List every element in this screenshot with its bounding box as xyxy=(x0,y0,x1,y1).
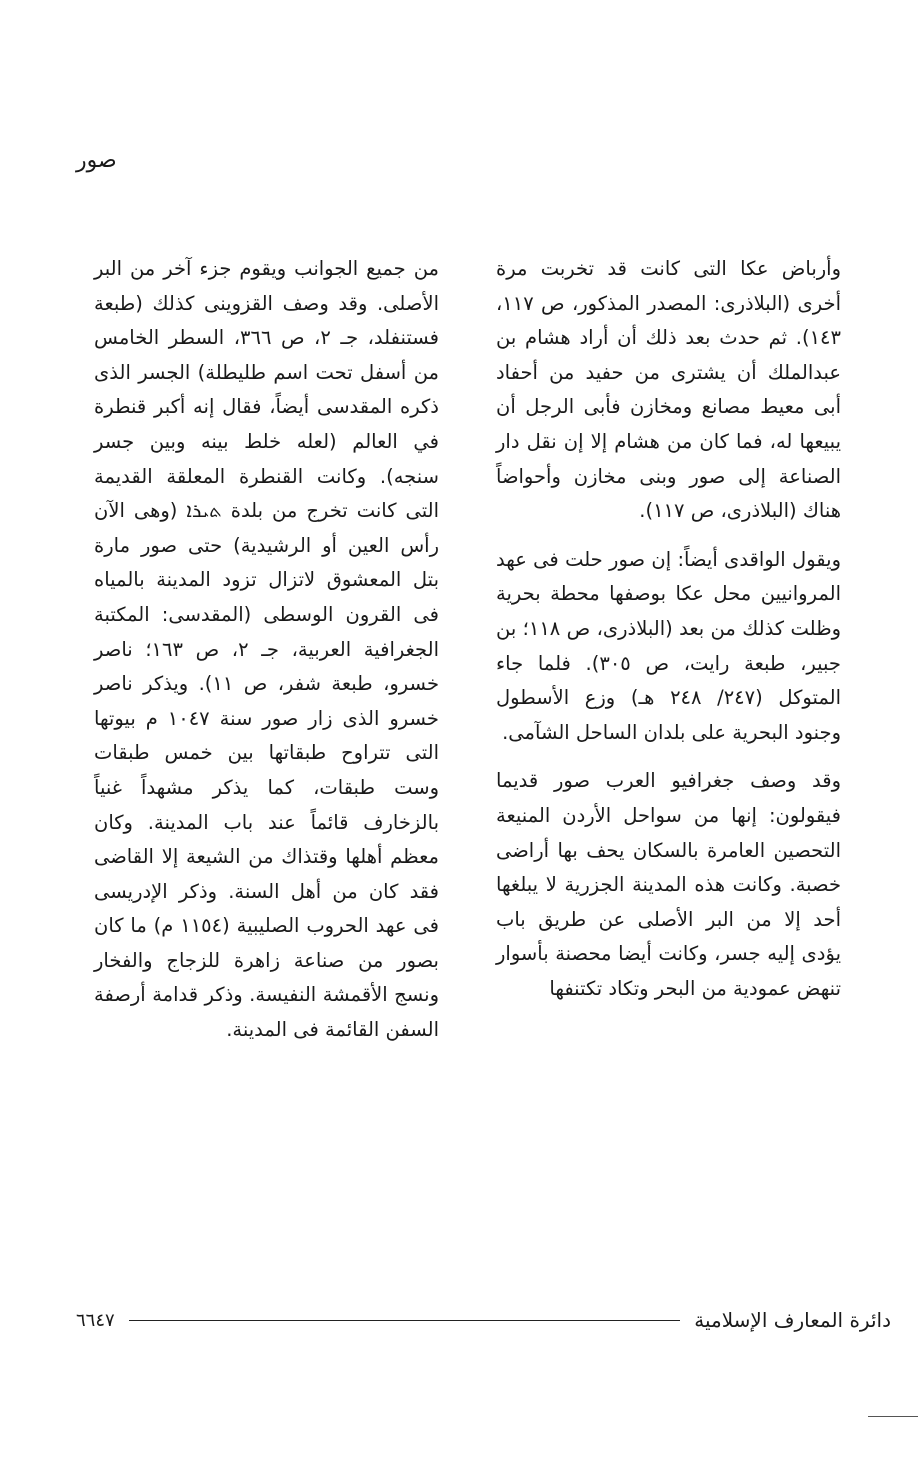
scan-edge-mark xyxy=(868,1416,918,1417)
text-column-left xyxy=(94,252,439,1048)
footer-publication-title: دائرة المعارف الإسلامية xyxy=(694,1308,891,1332)
paragraph: وأرباض عكا التى كانت قد تخربت مرة أخرى (البلاذرى: المصدر المذكور، ص ١١٧، ١٤٣). ثم حدث بعد ذلك أن أراد هشام بن عبدالملك أن يشترى من حفيد من أحفاد أبى معيط مصانع ومخازن فأبى الرجل أن يبيعها له، فما كان من هشام إلا إن نقل دار الصناعة إلى صور وبنى مخازن وأحواضاً هناك (البلاذرى، ص ١١٧). xyxy=(496,257,841,523)
paragraph: ويقول الواقدى أيضاً: إن صور حلت فى عهد المروانيين محل عكا بوصفها محطة بحرية وظلت كذلك من بعد (البلاذرى، ص ١١٨؛ بن جبير، طبعة رايت، ص ٣٠٥). فلما جاء المتوكل (٢٤٧/ ٢٤٨ هـ) وزع الأسطول وجنود البحرية على بلدان الساحل الشآمى. xyxy=(496,547,841,744)
paragraph: من جميع الجوانب ويقوم جزء آخر من البر الأصلى. وقد وصف القزوينى كذلك (طبعة فستنفلد، جـ ٢، ص ٣٦٦، السطر الخامس من أسفل تحت اسم طليطلة) الجسر الذى ذكره المقدسى أيضاً، فقال إنه أكبر قنطرة في العالم (لعله خلط بينه وبين جسر سنجه). وكانت القنطرة المعلقة القديمة التى كانت تخرج من بلدة ܬܝܪܐ (وهى الآن رأس العين أو الرشيدية) حتى صور مارة بتل المعشوق لاتزال تزود المدينة بالمياه فى القرون الوسطى (المقدسى: المكتبة الجغرافية العربية، جـ ٢، ص ١٦٣؛ ناصر خسرو، طبعة شفر، ص ١١). ويذكر ناصر خسرو الذى زار صور سنة ١٠٤٧ م بيوتها التى تتراوح طبقاتها بين خمس طبقات وست طبقات، كما يذكر مشهداً غنياً بالزخارف قائماً عند باب المدينة. وكان معظم أهلها وقتذاك من الشيعة إلا القاضى فقد كان من أهل السنة. وذكر الإدريسى فى عهد الحروب الصليبية (١١٥٤ م) ما كان بصور من صناعة زاهرة للزجاج والفخار ونسج الأقمشة النفيسة. وذكر قدامة أرصفة السفن القائمة فى المدينة. xyxy=(94,257,439,1042)
running-header: صور xyxy=(76,148,117,173)
page-number: ٦٦٤٧ xyxy=(76,1309,115,1331)
page-footer xyxy=(76,1302,891,1338)
footer-divider xyxy=(129,1320,681,1321)
paragraph: وقد وصف جغرافيو العرب صور قديما فيقولون: إنها من سواحل الأردن المنيعة التحصين العامرة بالسكان يحف بها أراضى خصبة. وكانت هذه المدينة الجزرية لا يبلغها أحد إلا من البر الأصلى عن طريق باب يؤدى إليه جسر، وكانت أيضا محصنة بأسوار تنهض عمودية من البحر وتكاد تكتنفها xyxy=(496,769,841,1000)
text-column-right xyxy=(496,252,841,1006)
